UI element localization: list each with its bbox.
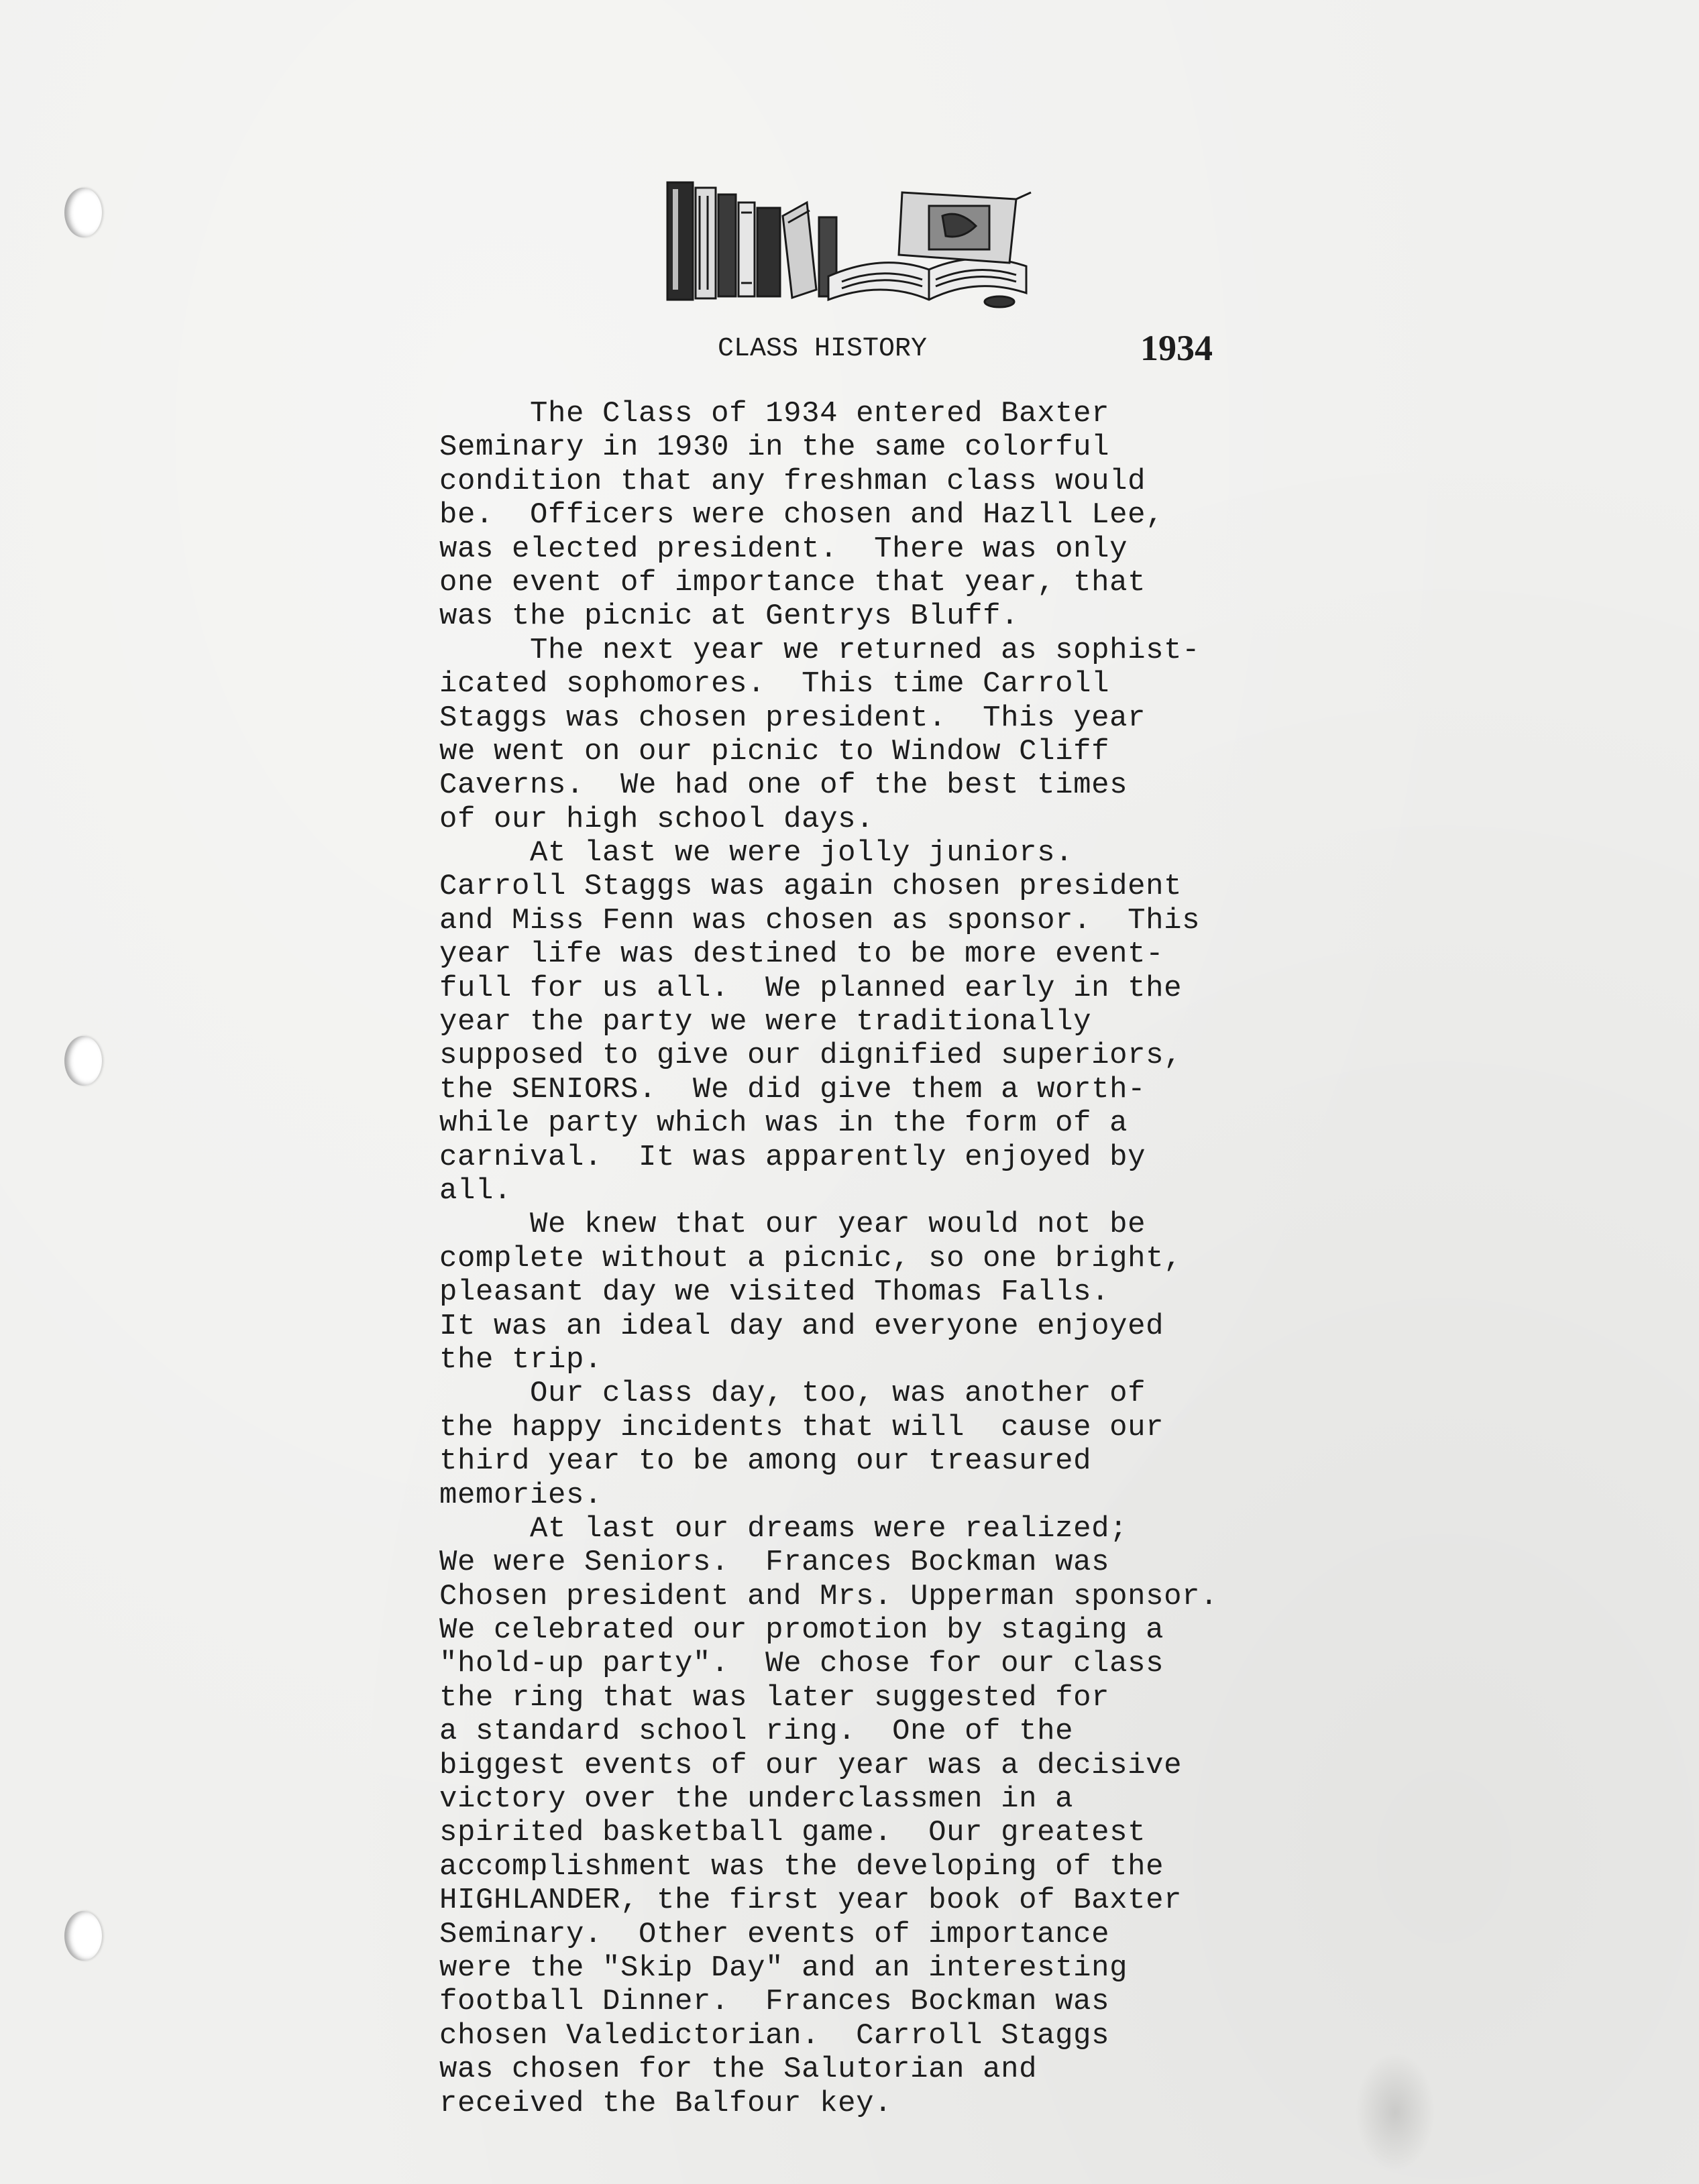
page-smudge [1355, 2052, 1435, 2173]
text-line: memories. [439, 1478, 603, 1512]
text-line: victory over the underclassmen in a [439, 1782, 1074, 1817]
text-line: was the picnic at Gentrys Bluff. [439, 599, 1020, 634]
text-line: a standard school ring. One of the [439, 1715, 1074, 1749]
punch-hole [64, 188, 102, 237]
text-line: complete without a picnic, so one bright, [439, 1241, 1183, 1275]
text-line: supposed to give our dignified superiors, [439, 1039, 1183, 1073]
text-line: all. [439, 1173, 512, 1208]
text-line: Caverns. We had one of the best times [439, 768, 1128, 803]
text-line: It was an ideal day and everyone enjoyed [439, 1309, 1164, 1343]
text-line: Seminary. Other events of importance [439, 1917, 1110, 1951]
text-line: was chosen for the Salutorian and [439, 2053, 1038, 2087]
text-line: year the party we were traditionally [439, 1005, 1092, 1039]
text-line: year life was destined to be more event- [439, 937, 1164, 972]
text-line: Carroll Staggs was again chosen president [439, 870, 1183, 904]
text-line: full for us all. We planned early in the [439, 971, 1183, 1005]
punch-hole [64, 1911, 102, 1961]
text-line: was elected president. There was only [439, 532, 1128, 566]
text-line: third year to be among our treasured [439, 1444, 1092, 1479]
text-line: received the Balfour key. [439, 2086, 893, 2120]
text-line: of our high school days. [439, 802, 875, 836]
text-line: Staggs was chosen president. This year [439, 701, 1146, 735]
text-line: chosen Valedictorian. Carroll Staggs [439, 2018, 1110, 2053]
text-line: were the "Skip Day" and an interesting [439, 1951, 1128, 1985]
text-line: Seminary in 1930 in the same colorful [439, 430, 1110, 465]
text-line: one event of importance that year, that [439, 565, 1146, 599]
class-history-text [439, 397, 1311, 2120]
text-line: the ring that was later suggested for [439, 1680, 1110, 1715]
text-line: be. Officers were chosen and Hazll Lee, [439, 498, 1164, 532]
books-illustration [661, 176, 1036, 310]
text-line: carnival. It was apparently enjoyed by [439, 1140, 1146, 1174]
text-line: The Class of 1934 entered Baxter [439, 397, 1110, 430]
text-line: the trip. [439, 1342, 603, 1377]
text-line: spirited basketball game. Our greatest [439, 1816, 1146, 1850]
text-line: accomplishment was the developing of the [439, 1849, 1164, 1884]
text-line: Chosen president and Mrs. Upperman sponsor. [439, 1579, 1219, 1613]
text-line: At last our dreams were realized; [439, 1511, 1128, 1546]
text-line: the SENIORS. We did give them a worth- [439, 1072, 1146, 1106]
year-label: 1934 [1140, 328, 1213, 368]
text-line: football Dinner. Frances Bockman was [439, 1985, 1110, 2019]
text-line: The next year we returned as sophist- [439, 633, 1201, 667]
text-line: we went on our picnic to Window Cliff [439, 734, 1110, 768]
document-title: CLASS HISTORY [718, 334, 928, 364]
text-line: "hold-up party". We chose for our class [439, 1647, 1164, 1681]
text-line: pleasant day we visited Thomas Falls. [439, 1275, 1110, 1310]
text-line: while party which was in the form of a [439, 1106, 1128, 1141]
text-line: condition that any freshman class would [439, 464, 1146, 498]
text-line: We were Seniors. Frances Bockman was [439, 1546, 1110, 1580]
punch-hole [64, 1036, 102, 1086]
text-line: the happy incidents that will cause our [439, 1410, 1164, 1444]
text-line: icated sophomores. This time Carroll [439, 667, 1110, 701]
text-line: We knew that our year would not be [439, 1208, 1146, 1242]
text-line: Our class day, too, was another of [439, 1377, 1146, 1411]
text-line: biggest events of our year was a decisive [439, 1748, 1183, 1782]
text-line: and Miss Fenn was chosen as sponsor. This [439, 903, 1201, 937]
text-line: At last we were jolly juniors. [439, 836, 1074, 870]
text-line: HIGHLANDER, the first year book of Baxter [439, 1884, 1183, 1918]
text-line: We celebrated our promotion by staging a [439, 1613, 1164, 1648]
